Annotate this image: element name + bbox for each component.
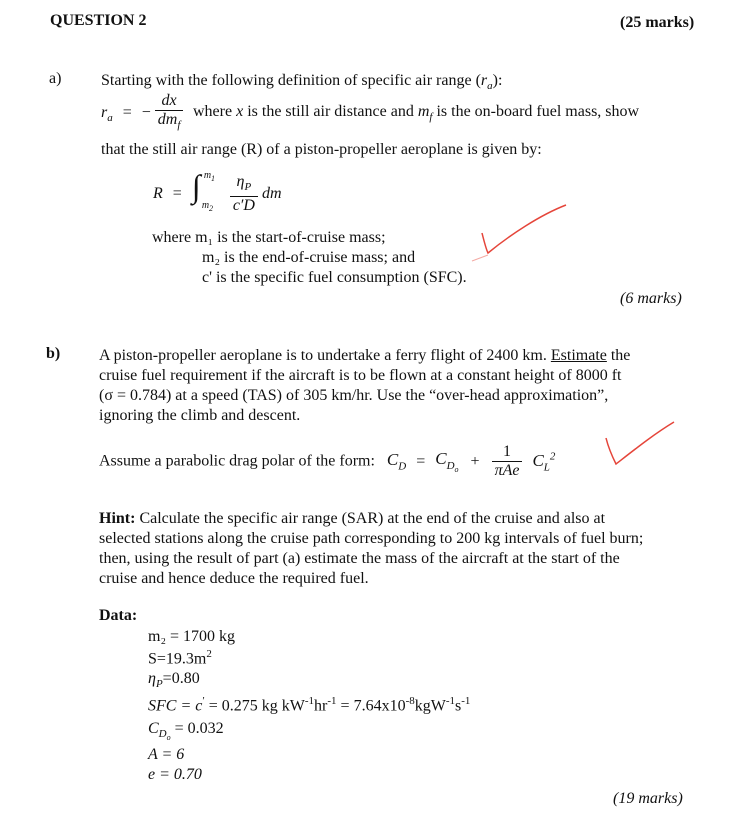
data-label: Data: [99, 607, 138, 624]
part-b-para-line3: (σ = 0.784) at a speed (TAS) of 305 km/hr. Use the “over-head approximation”, [99, 387, 609, 404]
total-marks: (25 marks) [620, 14, 695, 31]
part-b-marks: (19 marks) [613, 790, 683, 807]
drag-polar-equation: Assume a parabolic drag polar of the form: $C_D = C_{D_o}$ + $\frac{1}{\text{πAe}}$ $C_L^2$ [99, 443, 556, 479]
part-a-label: a) [49, 70, 62, 87]
data-sfc: SFC = c′ = 0.275 kg $kW^{-1}hr^{-1} = 7.64x10^{-8}kgW^{-1}s^{-1}$ [148, 695, 471, 715]
definition-equation: $r_a$ = − $\frac{dx}{dm_f}$ [101, 92, 183, 134]
part-a-line2: that the still air range (R) of a piston-propeller aeroplane is given by: [101, 141, 542, 158]
check-mark-icon [600, 418, 680, 470]
where-m1: where m₁ is the start-of-cruise mass; [152, 229, 386, 246]
part-b-para-line4: ignoring the climb and descent. [99, 407, 301, 424]
hint-line4: cruise and hence deduce the required fuel. [99, 570, 369, 587]
part-b-para-line1: A piston-propeller aeroplane is to undertake a ferry flight of 2400 km. Estimate the [99, 347, 631, 364]
data-oswald-efficiency: e = 0.70 [148, 766, 202, 783]
part-b-para-line2: cruise fuel requirement if the aircraft is to be flown at a constant height of 8000 ft [99, 367, 622, 384]
hint-line3: then, using the result of part (a) estimate the mass of the aircraft at the start of the [99, 550, 620, 567]
where-m2: m₂ is the end-of-cruise mass; and [202, 249, 416, 266]
question-title: QUESTION 2 [50, 12, 147, 29]
part-a-marks: (6 marks) [620, 290, 682, 307]
check-mark-icon [470, 195, 570, 265]
hint-line2: selected stations along the cruise path corresponding to 200 kg intervals of fuel burn; [99, 530, 644, 547]
data-cd0: $C_{D_o} = 0.032$ [148, 720, 224, 743]
part-a-intro: Starting with the following definition of specific air range $(r_a)$: [101, 72, 503, 93]
part-b-label: b) [46, 345, 61, 362]
where-c: c' is the specific fuel consumption (SFC). [202, 269, 467, 286]
data-aspect-ratio: A = 6 [148, 746, 185, 763]
range-integral: R = ∫ $m_1$ $m_2$ $\frac{\eta_P}{c'D}$ dm [153, 168, 282, 215]
data-wing-area: $S=19.3m^2$ [148, 648, 212, 668]
definition-where: where x is the still air distance and $m_f$ is the on-board fuel mass, show [193, 103, 640, 124]
data-m2: m₂ = 1700 kg [148, 628, 236, 645]
hint-line1: Hint: Calculate the specific air range (SAR) at the end of the cruise and also at [99, 510, 606, 527]
data-prop-efficiency: $\eta_P=0.80$ [148, 670, 200, 691]
